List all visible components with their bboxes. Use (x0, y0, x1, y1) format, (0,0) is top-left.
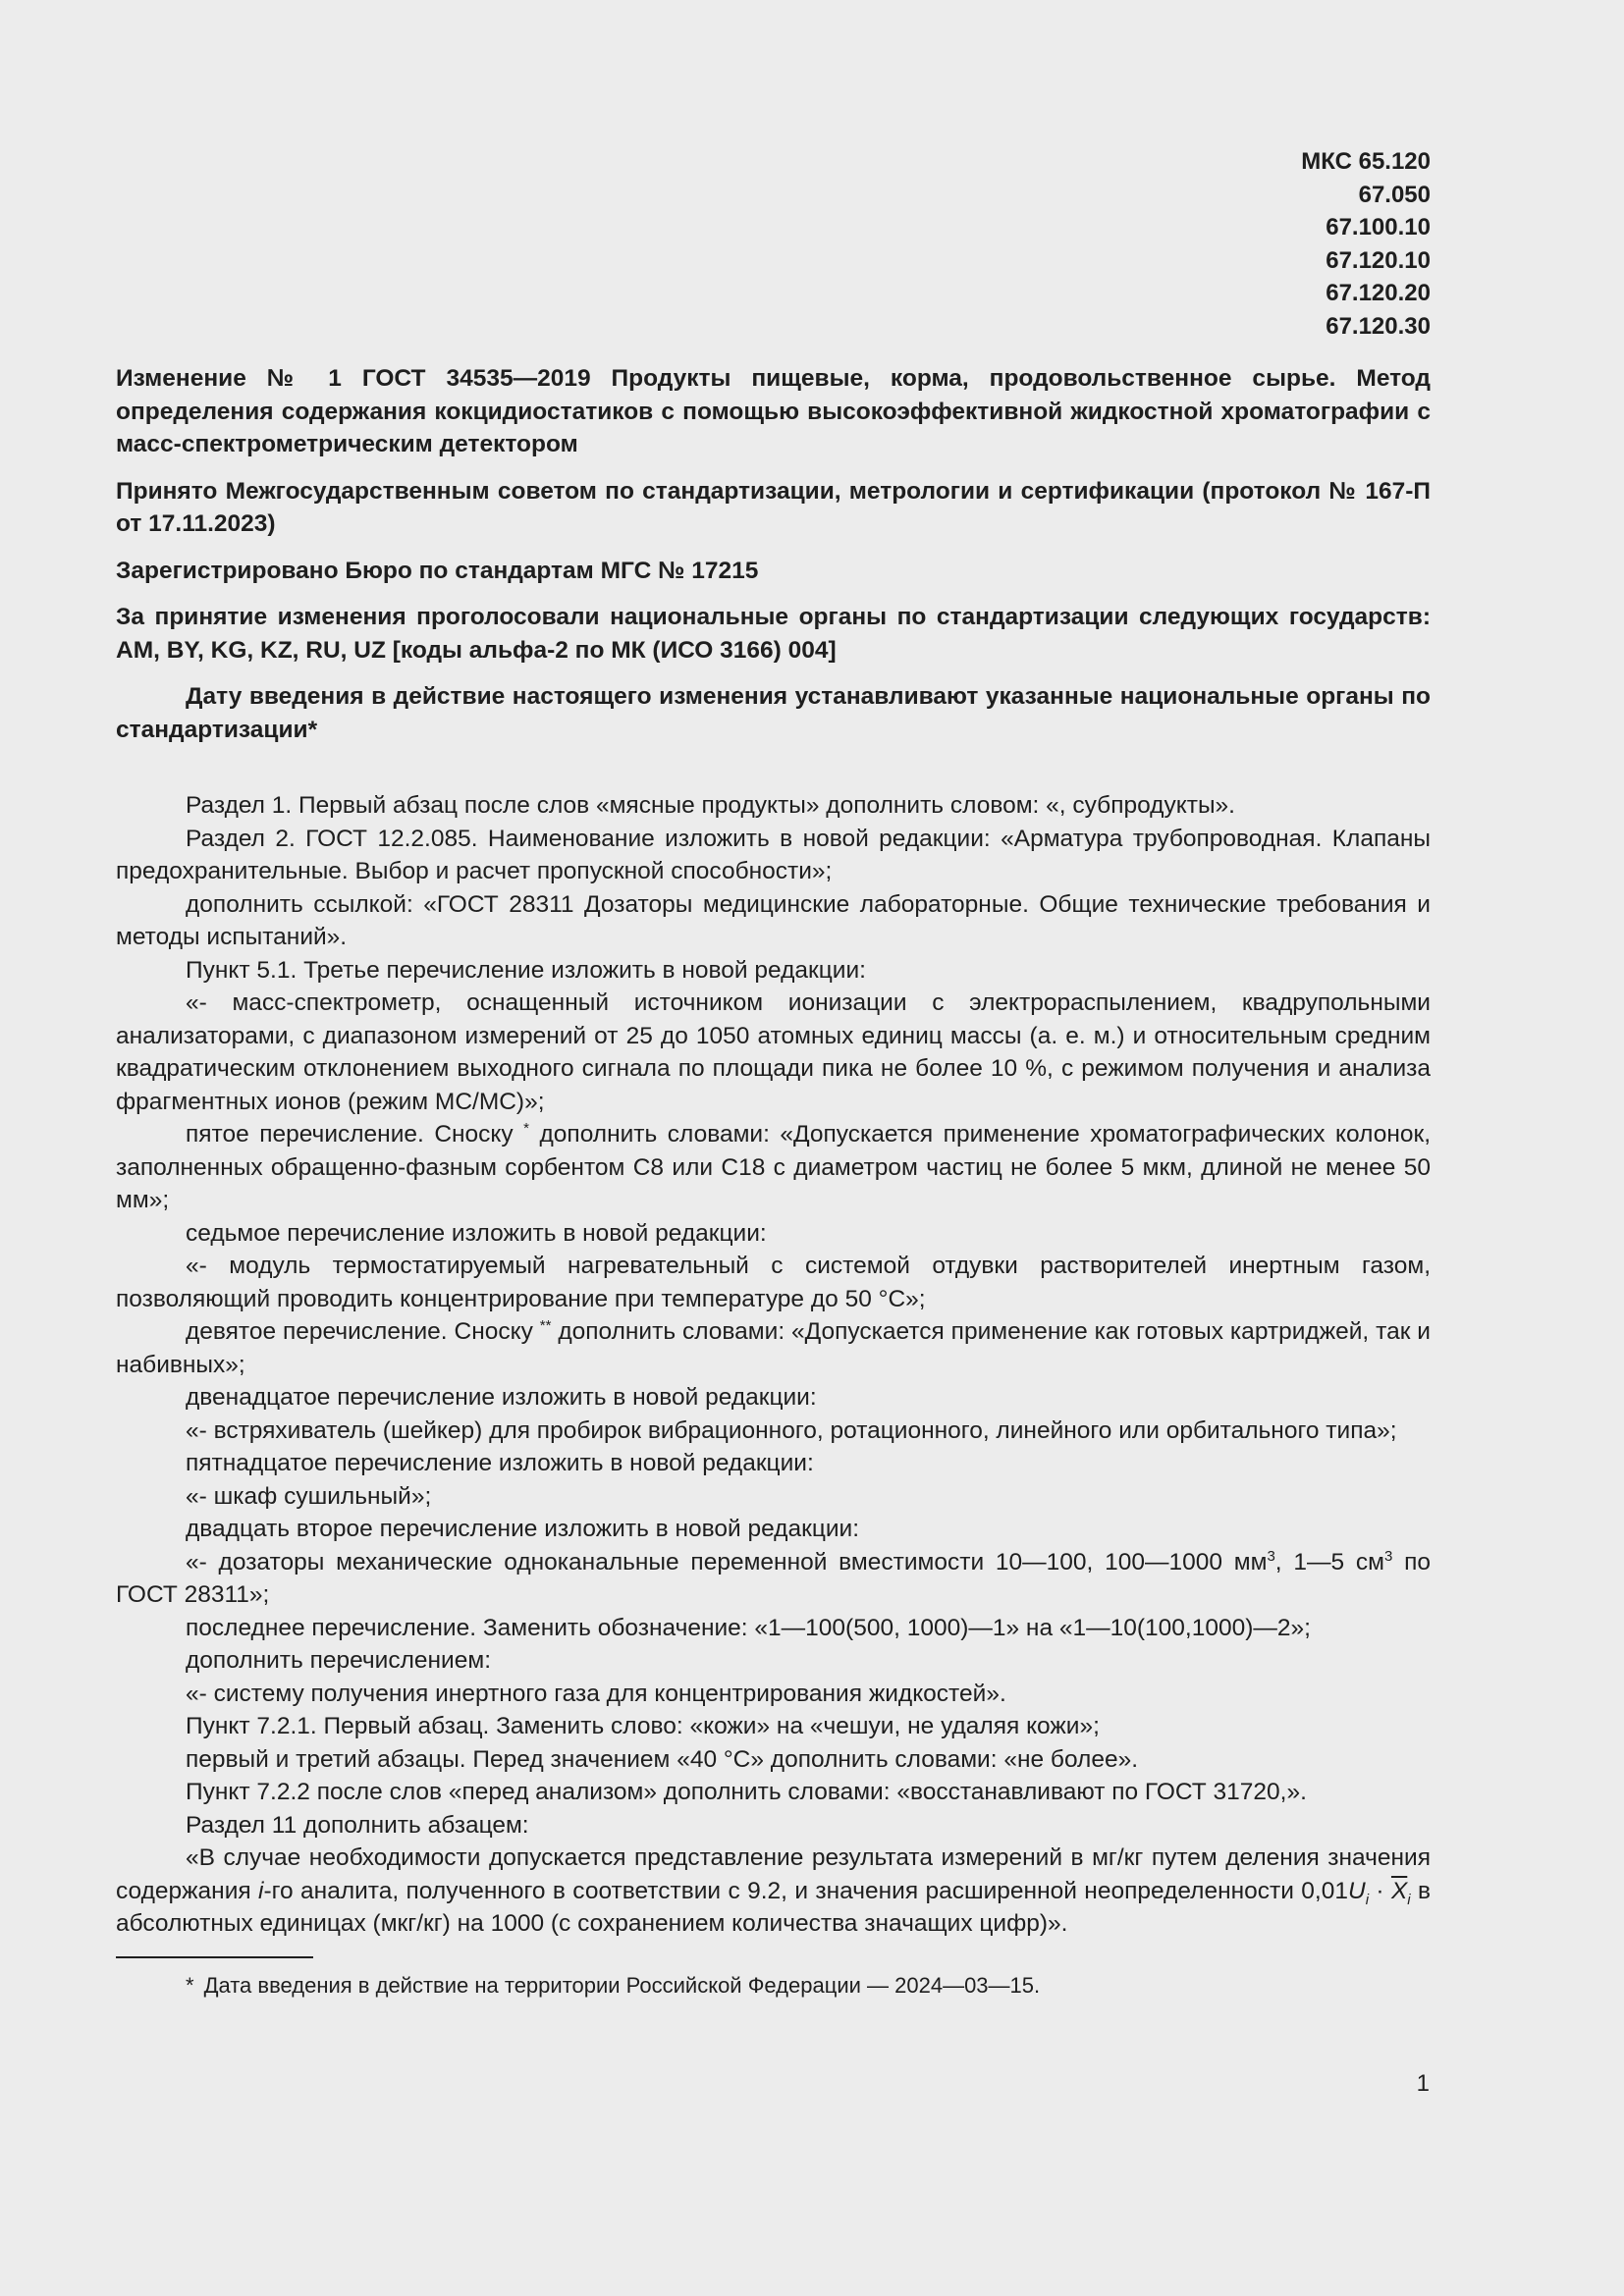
paragraph: Раздел 2. ГОСТ 12.2.085. Наименование изложить в новой редакции: «Арматура трубопроводная. Клапаны предохранительные. Выбор и расчет пропускной способности»; (116, 825, 1431, 884)
paragraph: Раздел 11 дополнить абзацем: (186, 1811, 529, 1839)
paragraph: последнее перечисление. Заменить обозначение: «1—100(500, 1000)—1» на «1—10(100,1000)—2»; (186, 1614, 1311, 1641)
mks-code: 67.100.10 (1326, 214, 1431, 240)
text-run: «В случае необходимости допускается представление результата измерений в мг/кг путем деления значения содержания (116, 1844, 1431, 1904)
amendment-title: Изменение № 1 ГОСТ 34535—2019 Продукты пищевые, корма, продовольственное сырье. Метод определения содержания кокцидиостатиков с помощью высокоэффективной жидкостной хроматографии с масс-спектрометрическим детектором (116, 365, 1431, 457)
mks-code: 67.120.10 (1326, 246, 1431, 274)
registered-statement: Зарегистрировано Бюро по стандартам МГС № 17215 (116, 557, 759, 584)
paragraph: Пункт 7.2.2 после слов «перед анализом» дополнить словами: «восстанавливают по ГОСТ 31720,». (186, 1779, 1307, 1805)
italic-variable-mean: $\overline{X}$ (1390, 1877, 1408, 1904)
effective-date-statement: Дату введения в действие настоящего изменения устанавливают указанные национальные органы по стандартизации* (116, 683, 1431, 743)
footnote-divider (116, 1956, 313, 1958)
amendment-body (116, 789, 1431, 1941)
text-run: «- дозаторы механические одноканальные переменной вместимости 10—100, 100—1000 мм (186, 1548, 1268, 1575)
paragraph: «- встряхиватель (шейкер) для пробирок вибрационного, ротационного, линейного или орбитального типа»; (186, 1416, 1397, 1444)
paragraph: двадцать второе перечисление изложить в новой редакции: (186, 1516, 860, 1542)
footnote-text: Дата введения в действие на территории Российской Федерации — 2024—03—15. (203, 1972, 1041, 1998)
mks-code: 67.120.20 (1326, 280, 1431, 306)
superscript: 3 (1383, 1547, 1393, 1565)
paragraph: Пункт 5.1. Третье перечисление изложить в новой редакции: (186, 956, 866, 984)
text-run: девятое перечисление. Сноску (186, 1318, 533, 1345)
subscript-index: i (1365, 1891, 1370, 1908)
paragraph: «- модуль термостатируемый нагревательный с системой отдувки растворителей инертным газом, позволяющий проводить концентрирование при температуре до 50 °С»; (116, 1253, 1431, 1312)
footnote-ref: ** (539, 1317, 552, 1334)
adopted-statement: Принято Межгосударственным советом по стандартизации, метрологии и сертификации (протокол № 167-П от 17.11.2023) (116, 477, 1431, 537)
paragraph: «- шкаф сушильный»; (186, 1482, 432, 1510)
paragraph: «- систему получения инертного газа для концентрирования жидкостей». (186, 1680, 1006, 1707)
mks-code: 67.120.30 (1326, 312, 1431, 340)
text-run: дополнить словами: «Допускается применение хроматографических колонок, заполненных обращенно-фазным сорбентом С8 или С18 с диаметром частиц не более 5 мкм, длиной не менее 50 мм»; (116, 1121, 1432, 1213)
subscript-index: i (1407, 1891, 1411, 1908)
text-run: · (1369, 1877, 1391, 1904)
document-page (116, 145, 1431, 2001)
paragraph: седьмое перечисление изложить в новой редакции: (186, 1219, 767, 1247)
superscript: 3 (1267, 1547, 1275, 1565)
footnote (116, 1971, 1431, 2001)
paragraph (116, 1315, 1431, 1381)
page-number: 1 (1416, 2070, 1430, 2097)
mks-code: 67.050 (1358, 181, 1431, 208)
text-run: пятое перечисление. Сноску (186, 1121, 514, 1148)
voted-statement: За принятие изменения проголосовали национальные органы по стандартизации следующих государств: AM, BY, KG, KZ, RU, UZ [коды альфа-2 по МК (ИСО 3166) 004] (116, 604, 1431, 664)
italic-variable: i (258, 1877, 264, 1904)
paragraph: первый и третий абзацы. Перед значением «40 °С» дополнить словами: «не более». (186, 1745, 1139, 1773)
paragraph (116, 1546, 1431, 1612)
text-run: , 1—5 см (1274, 1548, 1384, 1575)
text-run: дополнить словами: «Допускается применение как готовых картриджей, так и набивных»; (116, 1318, 1431, 1378)
text-run: по ГОСТ 28311»; (116, 1548, 1431, 1608)
mks-codes (116, 145, 1431, 343)
footnote-ref: * (523, 1120, 530, 1137)
paragraph: дополнить перечислением: (186, 1647, 492, 1674)
mks-code: МКС 65.120 (1301, 148, 1431, 175)
paragraph (116, 1842, 1431, 1941)
paragraph: пятнадцатое перечисление изложить в новой редакции: (186, 1450, 814, 1476)
paragraph: дополнить ссылкой: «ГОСТ 28311 Дозаторы медицинские лабораторные. Общие технические требования и методы испытаний». (116, 890, 1431, 950)
paragraph: Пункт 7.2.1. Первый абзац. Заменить слово: «кожи» на «чешуи, не удаляя кожи»; (186, 1713, 1100, 1739)
paragraph: Раздел 1. Первый абзац после слов «мясные продукты» дополнить словом: «, субпродукты». (186, 792, 1235, 819)
footnote-mark: * (186, 1972, 194, 1998)
text-run: -го аналита, полученного в соответствии с 9.2, и значения расширенной неопределенности 0,01 (263, 1877, 1348, 1904)
paragraph: «- масс-спектрометр, оснащенный источником ионизации с электрораспылением, квадрупольными анализаторами, с диапазоном измерений от 25 до 1050 атомных единиц массы (а. е. м.) и относительным средним квадратическим отклонением выходного сигнала по площади пика не более 10 %, с режимом получения и анализа фрагментных ионов (режим МС/МС)»; (116, 989, 1431, 1115)
paragraph (116, 1118, 1431, 1217)
text-run: в абсолютных единицах (мкг/кг) на 1000 (с сохранением количества значащих цифр)». (116, 1877, 1432, 1937)
paragraph: двенадцатое перечисление изложить в новой редакции: (186, 1384, 817, 1411)
italic-variable: U (1347, 1877, 1366, 1904)
